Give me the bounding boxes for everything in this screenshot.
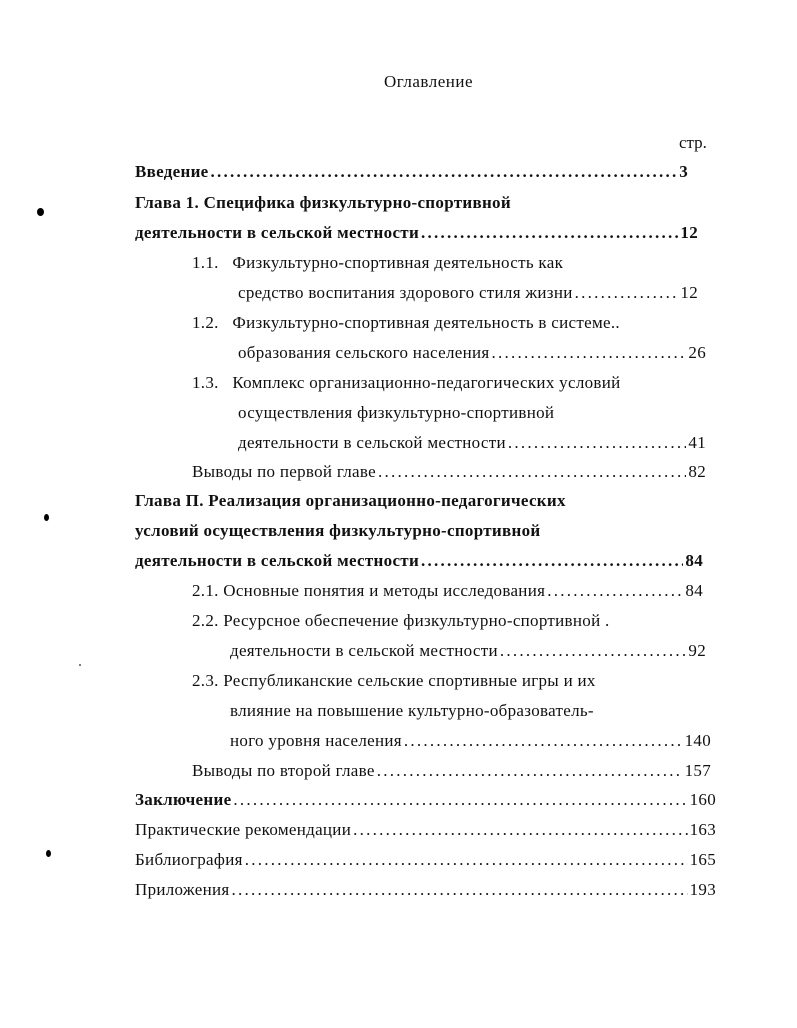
toc-entry-text: Выводы по второй главе: [192, 761, 375, 780]
toc-entry-text: Приложения: [135, 880, 230, 899]
toc-entry-page: 163: [689, 820, 716, 839]
dot-leader: [404, 731, 683, 751]
toc-entry-page: 12: [680, 223, 698, 242]
toc-section-1-1[interactable]: [192, 253, 563, 273]
toc-entry-conclusions-2[interactable]: [192, 761, 711, 781]
dot-leader: [245, 850, 688, 870]
toc-entry-page: 193: [689, 880, 716, 899]
dot-leader: [491, 343, 686, 363]
toc-entry-page: 41: [688, 433, 706, 452]
toc-section-1-3[interactable]: [192, 373, 621, 393]
toc-entry-chapter-1[interactable]: [135, 223, 698, 243]
dot-leader: [353, 820, 687, 840]
dot-leader: [378, 462, 686, 482]
page-column-label: стр.: [679, 133, 707, 152]
section-number: 1.1.: [192, 253, 219, 272]
toc-title: Оглавление: [384, 72, 473, 91]
dot-leader: [232, 880, 688, 900]
toc-chapter-2-title-cont: [135, 521, 540, 541]
toc-entry-text: Библиография: [135, 850, 243, 869]
toc-section-2-2[interactable]: [192, 611, 610, 631]
toc-entry-text: 2.1. Основные понятия и методы исследования: [192, 581, 546, 600]
toc-entry-page: 157: [684, 761, 711, 780]
dot-leader: [547, 581, 683, 601]
toc-section-1-3-cont: [238, 403, 554, 423]
toc-entry-page: 84: [685, 551, 703, 570]
scan-artifact-dot: [44, 514, 49, 521]
toc-entry-page: 160: [689, 790, 716, 809]
toc-entry-conclusion[interactable]: [135, 790, 716, 810]
toc-entry-text: осуществления физкультурно-спортивной: [238, 403, 555, 422]
toc-entry-text: Заключение: [135, 790, 232, 809]
toc-entry-text: деятельности в сельской местности: [230, 641, 498, 660]
toc-entry-text: условий осуществления физкультурно-спортивной: [135, 521, 541, 540]
section-number: 1.2.: [192, 313, 219, 332]
toc-entry-chapter-2[interactable]: [135, 551, 703, 571]
toc-entry-page: 84: [685, 581, 703, 600]
toc-entry-text: 2.2. Ресурсное обеспечение физкультурно-спортивной .: [192, 611, 610, 630]
toc-entry-text: Комплекс организационно-педагогических условий: [232, 373, 621, 392]
toc-entry-text: деятельности в сельской местности: [135, 551, 420, 570]
toc-entry-recommendations[interactable]: [135, 820, 716, 840]
scan-artifact-dot: [37, 208, 44, 216]
toc-entry-bibliography[interactable]: [135, 850, 716, 870]
scan-artifact-speck: [79, 664, 81, 666]
dot-leader: [233, 790, 687, 810]
toc-entry-text: Физкультурно-спортивная деятельность в системе..: [232, 313, 620, 332]
toc-entry-text: Глава 1. Специфика физкультурно-спортивной: [135, 193, 511, 212]
toc-entry-text: Глава П. Реализация организационно-педагогических: [135, 491, 566, 510]
toc-entry-introduction[interactable]: [135, 162, 688, 182]
dot-leader: [211, 162, 678, 182]
toc-entry-page: 165: [689, 850, 716, 869]
toc-entry-text: ного уровня населения: [230, 731, 402, 750]
toc-entry-conclusions-1[interactable]: [192, 462, 706, 482]
toc-entry-text: Физкультурно-спортивная деятельность как: [232, 253, 564, 272]
toc-chapter-1-title[interactable]: [135, 193, 511, 213]
toc-entry-text: образования сельского населения: [238, 343, 490, 362]
toc-section-1-2[interactable]: [192, 313, 620, 333]
toc-entry-page: 92: [688, 641, 706, 660]
toc-entry-page: 82: [688, 462, 706, 481]
toc-entry-section-2-2[interactable]: [230, 641, 706, 661]
toc-entry-section-2-3[interactable]: [230, 731, 711, 751]
toc-entry-section-1-2[interactable]: [238, 343, 706, 363]
toc-entry-text: Выводы по первой главе: [192, 462, 376, 481]
toc-entry-appendices[interactable]: [135, 880, 716, 900]
toc-entry-text: Практические рекомендации: [135, 820, 352, 839]
toc-chapter-2-title[interactable]: [135, 491, 566, 511]
dot-leader: [500, 641, 687, 661]
toc-entry-text: деятельности в сельской местности: [135, 223, 420, 242]
toc-entry-page: 140: [684, 731, 711, 750]
toc-entry-text: влияние на повышение культурно-образователь-: [230, 701, 594, 720]
toc-section-2-3[interactable]: [192, 671, 596, 691]
toc-entry-section-1-1[interactable]: [238, 283, 698, 303]
section-number: 1.3.: [192, 373, 219, 392]
toc-entry-text: 2.3. Республиканские сельские спортивные игры и их: [192, 671, 596, 690]
toc-entry-text: Введение: [135, 162, 209, 181]
dot-leader: [575, 283, 679, 303]
toc-entry-section-2-1[interactable]: [192, 581, 703, 601]
toc-entry-section-1-3[interactable]: [238, 433, 706, 453]
dot-leader: [508, 433, 687, 453]
toc-entry-text: средство воспитания здорового стиля жизни: [238, 283, 573, 302]
toc-entry-page: 26: [688, 343, 706, 362]
dot-leader: [377, 761, 683, 781]
toc-entry-page: 12: [680, 283, 698, 302]
toc-entry-text: деятельности в сельской местности: [238, 433, 506, 452]
dot-leader: [421, 223, 678, 243]
dot-leader: [421, 551, 683, 571]
toc-entry-page: 3: [679, 162, 688, 181]
scan-artifact-dot: [46, 850, 51, 857]
toc-section-2-3-cont: [230, 701, 594, 721]
